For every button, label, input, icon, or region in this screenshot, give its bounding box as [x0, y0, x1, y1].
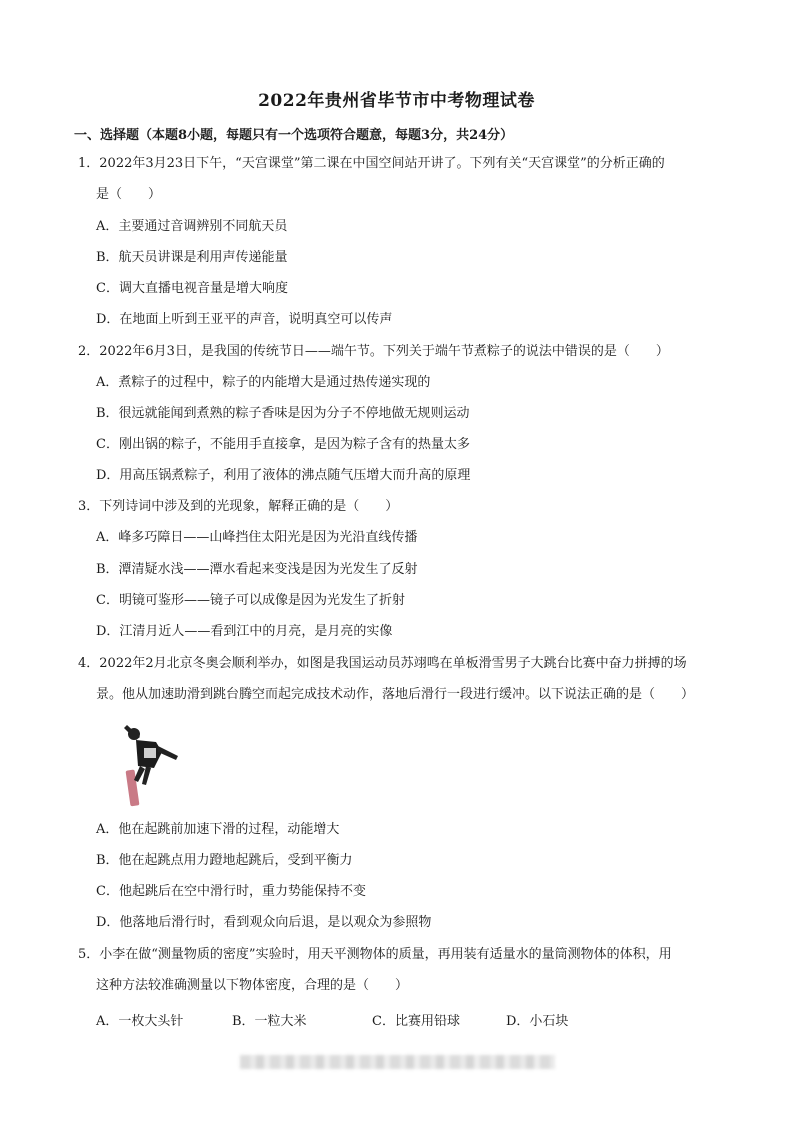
question-4-option-d: D．他落地后滑行时，看到观众向后退，是以观众为参照物: [96, 915, 432, 930]
blurred-footer: [240, 1055, 555, 1069]
question-2-option-a: A．煮粽子的过程中，粽子的内能增大是通过热传递实现的: [96, 375, 431, 390]
question-1-option-a: A．主要通过音调辨别不同航天员: [96, 219, 288, 234]
bib-shape: [144, 748, 156, 758]
question-3-stem: 3．下列诗词中涉及到的光现象，解释正确的是（ ）: [78, 499, 399, 514]
question-1-option-b: B．航天员讲课是利用声传递能量: [96, 250, 288, 265]
question-5-option-d: D．小石块: [506, 1014, 569, 1029]
question-5-option-c: C．比赛用铅球: [372, 1014, 460, 1029]
question-1-stem-cont: 是（ ）: [96, 187, 162, 202]
question-2-option-b: B．很远就能闻到煮熟的粽子香味是因为分子不停地做无规则运动: [96, 406, 470, 421]
question-1-option-d: D．在地面上听到王亚平的声音，说明真空可以传声: [96, 312, 393, 327]
question-2-option-c: C．刚出锅的粽子，不能用手直接拿，是因为粽子含有的热量太多: [96, 437, 470, 452]
question-3-option-b: B．潭清疑水浅——潭水看起来变浅是因为光发生了反射: [96, 562, 418, 577]
question-4-stem: 4．2022年2月北京冬奥会顺利举办，如图是我国运动员苏翊鸣在单板滑雪男子大跳台比赛中奋力拼搏的场: [78, 656, 687, 671]
question-4-option-c: C．他起跳后在空中滑行时，重力势能保持不变: [96, 884, 366, 899]
question-3-option-c: C．明镜可鉴形——镜子可以成像是因为光发生了折射: [96, 593, 405, 608]
question-4-stem-cont: 景。他从加速助滑到跳台腾空而起完成技术动作，落地后滑行一段进行缓冲。以下说法正确的是（ ）: [96, 687, 695, 702]
snowboarder-figure: [118, 722, 186, 808]
question-2-option-d: D．用高压锅煮粽子，利用了液体的沸点随气压增大而升高的原理: [96, 468, 471, 483]
section-heading: 一、选择题（本题8小题，每题只有一个选项符合题意，每题3分，共24分）: [74, 128, 514, 143]
arm-shape: [158, 746, 178, 760]
question-3-option-a: A．峰多巧障日——山峰挡住太阳光是因为光沿直线传播: [96, 530, 418, 545]
question-3-option-d: D．江清月近人——看到江中的月亮，是月亮的实像: [96, 624, 393, 639]
question-2-stem: 2．2022年6月3日，是我国的传统节日——端午节。下列关于端午节煮粽子的说法中错误的是（ ）: [78, 344, 669, 359]
question-4-option-a: A．他在起跳前加速下滑的过程，动能增大: [96, 822, 340, 837]
question-5-stem: 5．小李在做“测量物质的密度”实验时，用天平测物体的质量，再用装有适量水的量筒测物体的体积，用: [78, 947, 672, 962]
question-5-option-a: A．一枚大头针: [96, 1014, 184, 1029]
question-5-options: [96, 1010, 568, 1029]
page-title: 2022年贵州省毕节市中考物理试卷: [258, 91, 535, 111]
question-5-option-b: B．一粒大米: [232, 1014, 307, 1029]
question-1-option-c: C．调大直播电视音量是增大响度: [96, 281, 288, 296]
question-4-option-b: B．他在起跳点用力蹬地起跳后，受到平衡力: [96, 853, 353, 868]
question-5-stem-cont: 这种方法较准确测量以下物体密度，合理的是（ ）: [96, 978, 409, 993]
question-1-stem: 1．2022年3月23日下午，“天宫课堂”第二课在中国空间站开讲了。下列有关“天宫课堂”的分析正确的: [78, 156, 665, 171]
